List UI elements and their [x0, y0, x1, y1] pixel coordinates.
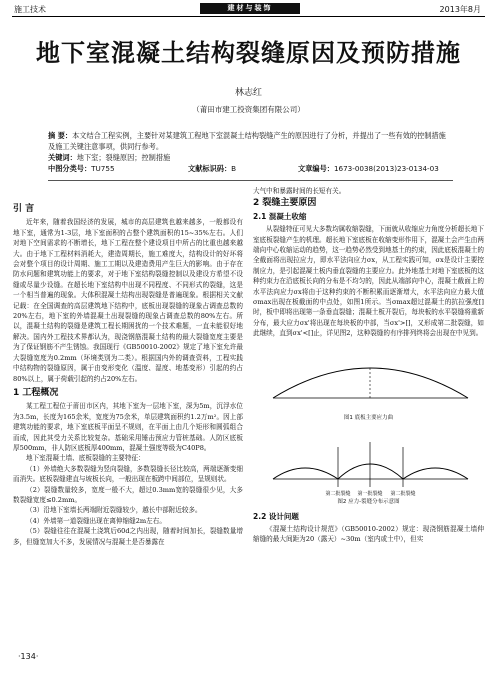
- figure2-caption: 图2 应力-裂缝分布示意图: [337, 499, 400, 506]
- crack-feature-5: （5）裂缝往往在混凝土浇筑后60d之内出现，随着时间加长，裂缝数量增多，但缝宽加大不多，发展情况与混凝土是否暴露在: [13, 527, 243, 546]
- section22-paragraph: 《混凝土结构设计规范》（GB50010-2002）规定：现浇钢筋混凝土墙伸缩缝的最大间距为20（露天）~30m（室内或土中），但实: [253, 524, 484, 544]
- doc-code-label: 文献标识码：: [188, 164, 232, 173]
- fig2-label-1: 第二批裂缝: [325, 491, 351, 498]
- fig2-label-3: 第二批裂缝: [390, 491, 416, 498]
- header-date: 2013年8月: [439, 5, 481, 14]
- article-no-value: 1673-0038(2013)23-0134-03: [333, 164, 439, 173]
- fig1-stress-curve: [273, 368, 468, 398]
- clc-field: [48, 164, 115, 174]
- page-number: ·134·: [18, 652, 39, 661]
- header-journal-section: 施工技术: [14, 5, 46, 14]
- keywords-text: 地下室；裂缝原因；控制措施: [76, 153, 171, 162]
- clc-value: TU755: [91, 164, 115, 173]
- continued-text: 大气中和暴露时间的长短有关。: [253, 187, 346, 195]
- author-affiliation: （莆田市建工投资集团有限公司）: [192, 105, 305, 114]
- figure2-crack-diagram: [253, 427, 484, 497]
- header-divider: [12, 16, 485, 17]
- article-no-label: 文章编号：: [298, 164, 334, 173]
- clc-label: 中图分类号：: [48, 164, 92, 173]
- intro-paragraph: 近年来，随着我国经济的发展，城市的高层建筑也越来越多，一般都设有地下室，通常为1-3层，地下室面积的占整个建筑面积的15~35%左右。人们对地下空间需求的不断增长，地下工程在整个建设项目中所占的比重也越来越大。由于地下工程材料消耗大，建造周期长，施工难度大，结构设计的好坏将会对整个项目的设计周期、施工工期以及建造费用产生巨大的影响。由于存在防水问题和建筑功能上的要求，对于地下室结构裂缝控制以及建设方希望不设缝或尽量少设缝。在超长地下室结构中出现不同程度、不同形式的裂缝，这是一个相当普遍的现象。大体积混凝土结构出现裂缝是普遍现象。根据相关文献记载：在全国调查的高层建筑地下结构中，底板出现裂缝的现象占调查总数的20%左右，地下室的外墙混凝土出现裂缝的现象占调查总数的80%左右。所以，混凝土结构的裂缝是建筑工程长期困扰的一个技术难题，一直未能很好地解决。国内外工程技术界都认为，现浇钢筋混凝土结构的最大裂缝宽度主要是为了保证钢筋不产生锈蚀。我国现行《GB50010-2002》规定了地下室允许最大裂缝宽度为0.2mm（环境类别为二类）。根据国内外的调查资料，工程实践中结构物的裂缝原因，属于由变形变化（温度、湿度、地基变形）引起的约占80%以上，属于荷载引起的约占20%左右。: [13, 218, 243, 383]
- fig2-label-2: 第一批裂缝: [357, 491, 383, 498]
- abstract-label: 摘 要：: [48, 131, 73, 140]
- left-column: [13, 202, 243, 547]
- section1-paragraph: 某工程工程位于莆田市区内，其地下室为一层地下室，深为5m，沉浮水位为3.5m，长度为165余米，宽度为75余米，单层建筑面积约1.2万m²。因上部建筑功能的要求，地下室底板平面呈不规则，在平面上由几个矩形和圆弧组合而成，因此其受力关系比较复杂。基础采用锤击预应力管桩基础。人防区底板厚500mm，非人防区底板厚400mm，混凝土强度等级为C40P8。: [13, 402, 243, 452]
- keywords-label: 关键词：: [48, 153, 77, 162]
- header-journal-name: 建材与装饰: [200, 3, 300, 14]
- right-column: [253, 186, 484, 545]
- section22-heading: 2.2 设计问题: [253, 511, 299, 521]
- article-no-field: [298, 164, 439, 174]
- crack-features-intro: 地下室混凝土墙、底板裂缝的主要特征：: [26, 454, 145, 463]
- intro-heading: 引 言: [13, 204, 35, 214]
- article-title: 地下室混凝土结构裂缝原因及预防措施: [36, 39, 461, 67]
- article-author: 林志红: [234, 88, 262, 98]
- section21-paragraph: 从裂缝特征可见大多数均属收缩裂缝，下面就从收缩应力角度分析超长地下室底板裂缝产生的机理。超长地下室底板在收缩变形作用下，混凝土会产生由两端向中心收缩运动的趋势，这一趋势必然受到地基土的约束，因此底板混凝土的全截面将出现拉应力，即水平法向应力σx，从工程实践可知，σx是设计主要控制应力，是引起混凝土板内垂直裂缝的主要应力。此外地基土对地下室底板的这种约束力在沿底板长向的分布是不均匀的，因此从端部向中心，混凝土截面上的水平法向应力σx将由于这种约束的不断积累而逐渐增大，水平法向应力最大值σmax出现在板截面的中点处，如图1所示。当σmax超过混凝土的抗拉强度[]时，板中即将出现第一条垂直裂缝；混凝土板开裂后，每块板的水平裂缝将重新分布，最大应力σx'将出现在每块板的中部，当σx'>[]，又形成第二批裂缝，如此继续，直到σx'<[]止，详见图2，这种裂缝的有序排列终将会出现在中见到。: [253, 225, 484, 338]
- fig2-curve-right: [403, 468, 468, 479]
- fig2-curve-left: [273, 468, 338, 479]
- abstract-block: [48, 130, 453, 163]
- figure1-caption: 图1 底板主要应力曲: [343, 414, 394, 421]
- doc-code-field: [188, 164, 236, 174]
- page-header: [0, 0, 497, 20]
- doc-code-value: B: [231, 164, 237, 173]
- crack-feature-2: （2）裂缝数量较多，宽度一般不大，超过0.3mm宽的裂缝很少见，大多数裂缝宽度≤0.2mm。: [13, 485, 243, 504]
- crack-feature-3: （3）沿地下室墙长两端附近裂缝较少，越长中部附近较多。: [26, 506, 202, 515]
- abstract-divider: [48, 180, 453, 181]
- section2-heading: 2 裂缝主要原因: [253, 198, 317, 209]
- crack-feature-4: （4）外墙第一道裂缝出现在离伸缩缝2m左右。: [26, 516, 166, 525]
- crack-feature-1: （1）外墙绝大多数裂缝为竖向裂缝，多数裂缝长径比较高，两端逐渐变细而消失。底板裂缝建直与坡板长向，一般出现在板跨中间部位，呈规则状。: [13, 464, 243, 484]
- section21-heading: 2.1 混凝土收缩: [253, 211, 307, 221]
- figure1-stress-diagram: [253, 343, 484, 413]
- abstract-text: 本文结合工程实例，主要针对某建筑工程地下室混凝土结构裂缝产生的原因进行了分析，并提出了一些有效的控制措施及施工关键注意事项，供同行参考。: [48, 131, 446, 151]
- fig2-curve-middle: [338, 464, 403, 479]
- section1-heading: 1 工程概况: [13, 387, 59, 398]
